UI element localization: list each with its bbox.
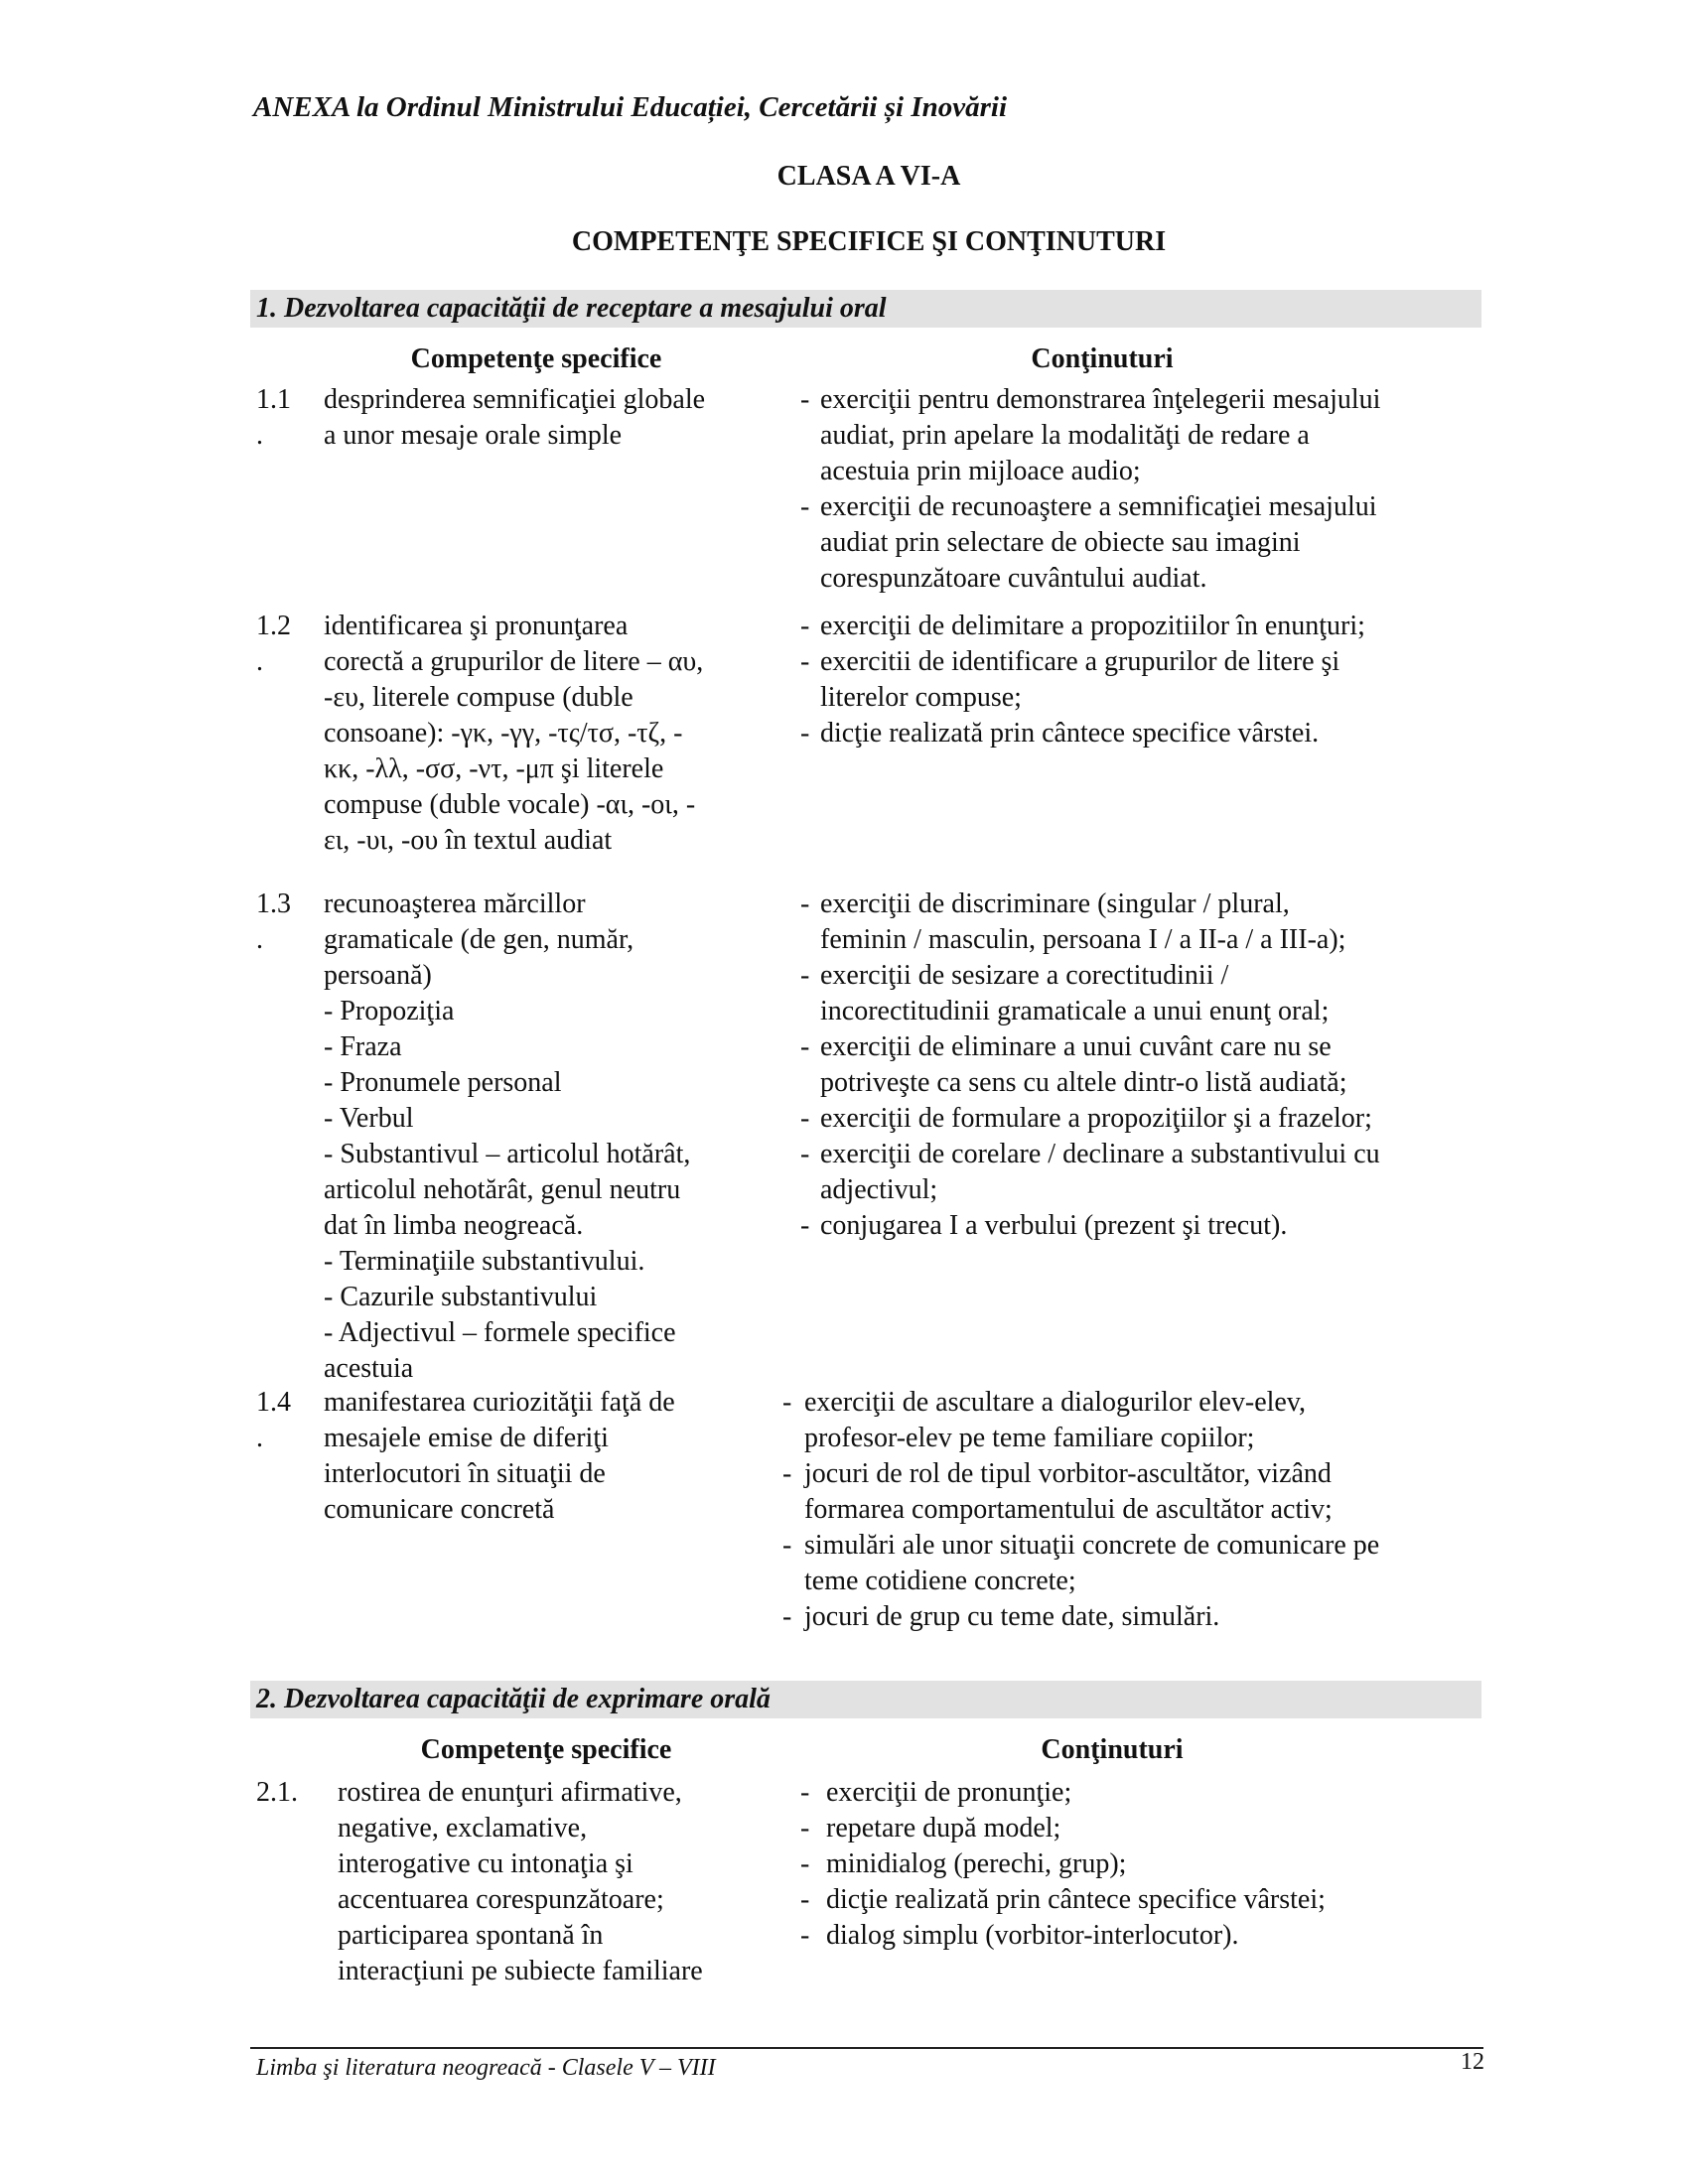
list-item: - exerciţii de discriminare (singular / plural, feminin / masculin, persoana I / a II-a / a III-a); (800, 887, 1495, 958)
page-header: ANEXA la Ordinul Ministrului Educației, Cercetării și Inovării (253, 91, 1008, 123)
list-item: - exercitii de identificare a grupurilor de litere şi literelor compuse; (800, 644, 1495, 716)
class-title: CLASA A VI-A (776, 161, 961, 192)
footer-text: Limba şi literatura neogreacă - Clasele V – VIII (256, 2055, 716, 2081)
item-1-2-contents (800, 609, 1495, 751)
item-1-3-contents (800, 887, 1495, 1244)
list-item: - dicţie realizată prin cântece specifice vârstei. (800, 716, 1495, 751)
list-item: - exerciţii de ascultare a dialogurilor elev-elev, profesor-elev pe teme familiare copiilor; (782, 1385, 1497, 1456)
list-item: - jocuri de grup cu teme date, simulări. (782, 1599, 1497, 1635)
page-number: 12 (1461, 2049, 1484, 2075)
item-1-4-contents (782, 1385, 1497, 1635)
list-item: - exerciţii de pronunţie; (800, 1775, 1495, 1811)
item-1-1-competence: desprinderea semnificaţiei globale a unor mesaje orale simple (324, 384, 706, 451)
item-2-1-contents (800, 1775, 1495, 1954)
list-item: - dialog simplu (vorbitor-interlocutor). (800, 1918, 1495, 1954)
list-item: - exerciţii de recunoaştere a semnificaţiei mesajului audiat prin selectare de obiecte sau imagini corespunzătoare cuvântului audiat. (800, 489, 1495, 597)
item-1-3-competence: recunoaşterea mărcillor gramaticale (de gen, număr, persoană) - Propoziţia - Fraza - Pronumele personal - Verbul - Substantivul – articolul hotărât, articolul nehotărât, genul neutru dat în limba neogreacă. - Terminaţiile substantivului. - Cazurile substantivului - Adjectivul – formele specifice acestuia (324, 888, 691, 1384)
section-2-col-continuturi: Conţinuturi (1041, 1734, 1184, 1765)
list-item: - exerciţii de sesizare a corectitudinii / incorectitudinii gramaticale a unui enunţ oral; (800, 958, 1495, 1029)
list-item: - simulări ale unor situaţii concrete de comunicare pe teme cotidiene concrete; (782, 1528, 1497, 1599)
item-1-4-competence: manifestarea curiozităţii faţă de mesajele emise de diferiţi interlocutori în situaţii de comunicare concretă (324, 1387, 675, 1525)
section-1-col-competente: Competenţe specifice (410, 343, 662, 374)
list-item: - repetare după model; (800, 1811, 1495, 1846)
list-item: - exerciţii de formulare a propoziţiilor şi a frazelor; (800, 1101, 1495, 1137)
list-item: - conjugarea I a verbului (prezent şi trecut). (800, 1208, 1495, 1244)
section-2-title: 2. Dezvoltarea capacităţii de exprimare orală (250, 1681, 1481, 1718)
list-item: - exerciţii de delimitare a propozitiilor în enunţuri; (800, 609, 1495, 644)
list-item: - jocuri de rol de tipul vorbitor-ascultător, vizând formarea comportamentului de ascultător activ; (782, 1456, 1497, 1528)
section-1-title: 1. Dezvoltarea capacităţii de receptare a mesajului oral (250, 290, 1481, 328)
footer-divider (250, 2047, 1483, 2049)
item-1-1-contents (800, 382, 1495, 597)
list-item: - exerciţii pentru demonstrarea înţelegerii mesajului audiat, prin apelare la modalităţi de redare a acestuia prin mijloace audio; (800, 382, 1495, 489)
item-1-3-number: 1.3 . (256, 888, 291, 955)
item-2-1-competence: rostirea de enunţuri afirmative, negative, exclamative, interogative cu intonaţia şi accentuarea corespunzătoare; participarea spontană în interacţiuni pe subiecte familiare (338, 1777, 703, 1986)
list-item: - exerciţii de corelare / declinare a substantivului cu adjectivul; (800, 1137, 1495, 1208)
section-2-col-competente: Competenţe specifice (420, 1734, 672, 1765)
main-title: COMPETENŢE SPECIFICE ŞI CONŢINUTURI (571, 226, 1167, 257)
list-item: - exerciţii de eliminare a unui cuvânt care nu se potriveşte ca sens cu altele dintr-o listă audiată; (800, 1029, 1495, 1101)
item-1-1-number: 1.1 . (256, 384, 291, 451)
item-1-2-number: 1.2 . (256, 611, 291, 677)
list-item: - minidialog (perechi, grup); (800, 1846, 1495, 1882)
item-1-2-competence: identificarea şi pronunţarea corectă a grupurilor de litere – αυ, -ευ, literele compuse (duble consoane): -γκ, -γγ, -τς/τσ, -τζ, - κκ, -λλ, -σσ, -ντ, -μπ şi literele compuse (duble vocale) -αι, -οι, - ει, -υι, -ου în textul audiat (324, 611, 704, 856)
list-item: - dicţie realizată prin cântece specifice vârstei; (800, 1882, 1495, 1918)
item-2-1-number: 2.1. (256, 1777, 298, 1808)
item-1-4-number: 1.4 . (256, 1387, 291, 1453)
section-1-col-continuturi: Conţinuturi (1031, 343, 1174, 374)
